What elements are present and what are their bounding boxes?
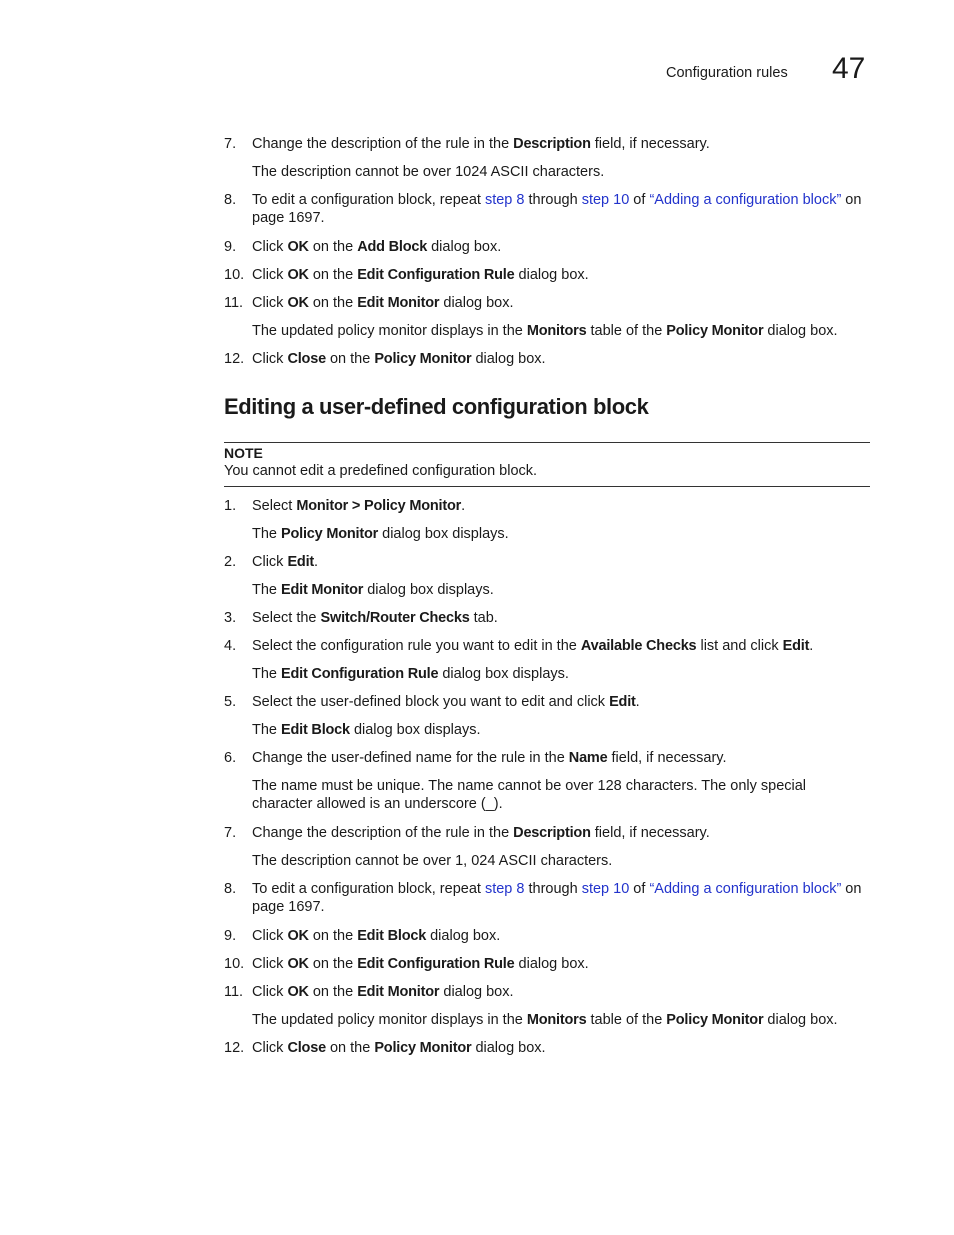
ui-term: OK bbox=[287, 295, 309, 311]
text-run: dialog box. bbox=[439, 984, 514, 1000]
ui-term: Add Block bbox=[357, 239, 428, 255]
step-number: 8. bbox=[224, 881, 237, 897]
text-run: table of the bbox=[586, 323, 667, 339]
step-text bbox=[252, 749, 870, 767]
chapter-number: 47 bbox=[832, 52, 866, 85]
ui-term: Edit Configuration Rule bbox=[357, 956, 515, 972]
text-run: Click bbox=[252, 267, 288, 283]
step-text bbox=[252, 693, 870, 711]
text-run: tab. bbox=[469, 610, 498, 626]
ui-term: Switch/Router Checks bbox=[320, 610, 470, 626]
text-run: Click bbox=[252, 295, 288, 311]
step-result-paragraph bbox=[252, 665, 870, 683]
text-run: Change the description of the rule in the bbox=[252, 825, 514, 841]
text-run: . bbox=[314, 554, 319, 570]
text-run: on the bbox=[325, 1040, 375, 1056]
ui-term: OK bbox=[287, 239, 309, 255]
text-run: field, if necessary. bbox=[590, 825, 710, 841]
step-text bbox=[252, 609, 870, 627]
step-number: 12. bbox=[224, 1040, 245, 1056]
text-run: table of the bbox=[586, 1012, 667, 1028]
ui-term: Description bbox=[513, 136, 591, 152]
text-run: through bbox=[524, 881, 582, 897]
text-run: of bbox=[629, 881, 650, 897]
text-run: on page 1697. bbox=[252, 881, 862, 915]
ui-term: Edit Block bbox=[357, 928, 427, 944]
step-number: 4. bbox=[224, 638, 237, 654]
ui-term: Edit Configuration Rule bbox=[281, 666, 439, 682]
text-run: The bbox=[252, 526, 282, 542]
cross-reference-link[interactable]: “Adding a configuration block” bbox=[649, 881, 842, 897]
step-number: 10. bbox=[224, 956, 245, 972]
text-run: Select the bbox=[252, 610, 321, 626]
step-text bbox=[252, 497, 870, 515]
step-text bbox=[252, 824, 870, 842]
text-run: on the bbox=[308, 928, 358, 944]
text-run: dialog box displays. bbox=[438, 666, 569, 682]
ui-term: Edit bbox=[609, 694, 636, 710]
text-run: The description cannot be over 1, 024 ASCII characters. bbox=[252, 853, 613, 869]
ui-term: Edit Monitor bbox=[357, 984, 440, 1000]
text-run: on the bbox=[308, 267, 358, 283]
ui-term: OK bbox=[287, 956, 309, 972]
text-run: dialog box displays. bbox=[363, 582, 494, 598]
step-number: 9. bbox=[224, 928, 237, 944]
text-run: The bbox=[252, 722, 282, 738]
text-run: dialog box. bbox=[514, 956, 589, 972]
text-run: Click bbox=[252, 554, 288, 570]
ui-term: Policy Monitor bbox=[281, 526, 379, 542]
step-result-paragraph bbox=[252, 777, 870, 813]
text-run: dialog box displays. bbox=[378, 526, 509, 542]
text-run: dialog box. bbox=[426, 928, 501, 944]
step-text bbox=[252, 927, 870, 945]
text-run: To edit a configuration block, repeat bbox=[252, 881, 485, 897]
text-run: Click bbox=[252, 239, 288, 255]
step-text bbox=[252, 266, 870, 284]
text-run: . bbox=[809, 638, 814, 654]
ui-term: Close bbox=[287, 351, 326, 367]
text-run: field, if necessary. bbox=[607, 750, 727, 766]
step-text bbox=[252, 238, 870, 256]
ui-term: Edit bbox=[287, 554, 315, 570]
text-run: Change the description of the rule in the bbox=[252, 136, 514, 152]
ui-term: Policy Monitor bbox=[666, 323, 764, 339]
text-run: The bbox=[252, 582, 282, 598]
step-number: 3. bbox=[224, 610, 237, 626]
ui-term: Monitors bbox=[526, 1012, 587, 1028]
text-run: dialog box displays. bbox=[349, 722, 481, 738]
text-run: through bbox=[524, 192, 582, 208]
text-run: on page 1697. bbox=[252, 192, 862, 226]
step-text bbox=[252, 955, 870, 973]
text-run: To edit a configuration block, repeat bbox=[252, 192, 485, 208]
text-run: The updated policy monitor displays in the bbox=[252, 323, 527, 339]
note-text: You cannot edit a predefined configuration block. bbox=[224, 463, 538, 479]
text-run: . bbox=[635, 694, 640, 710]
ui-term: Policy Monitor bbox=[666, 1012, 764, 1028]
text-run: Click bbox=[252, 1040, 288, 1056]
ui-term: Name bbox=[568, 750, 608, 766]
ui-term: OK bbox=[287, 984, 309, 1000]
step-number: 7. bbox=[224, 825, 237, 841]
step-number: 10. bbox=[224, 267, 245, 283]
text-run: dialog box. bbox=[763, 1012, 838, 1028]
step-text bbox=[252, 637, 870, 655]
text-run: on the bbox=[308, 984, 358, 1000]
step-number: 9. bbox=[224, 239, 237, 255]
text-run: . bbox=[461, 498, 466, 514]
ui-term: Edit Monitor bbox=[357, 295, 440, 311]
ui-term: Close bbox=[287, 1040, 326, 1056]
step-result-paragraph bbox=[252, 581, 870, 599]
note-label: NOTE bbox=[224, 445, 263, 461]
step-number: 6. bbox=[224, 750, 237, 766]
step-result-paragraph bbox=[252, 322, 870, 340]
step-number: 8. bbox=[224, 192, 237, 208]
text-run: dialog box. bbox=[514, 267, 589, 283]
step-number: 11. bbox=[224, 984, 244, 1000]
step-number: 11. bbox=[224, 295, 244, 311]
text-run: Click bbox=[252, 351, 288, 367]
step-number: 1. bbox=[224, 498, 237, 514]
step-result-paragraph bbox=[252, 163, 870, 181]
text-run: Select the user-defined block you want to edit and click bbox=[252, 694, 610, 710]
text-run: Select bbox=[252, 498, 297, 514]
text-run: dialog box. bbox=[763, 323, 838, 339]
text-run: list and click bbox=[696, 638, 783, 654]
ui-term: Monitors bbox=[526, 323, 587, 339]
text-run: dialog box. bbox=[471, 351, 546, 367]
text-run: on the bbox=[325, 351, 375, 367]
ui-term: Policy Monitor bbox=[374, 351, 472, 367]
cross-reference-link[interactable]: step 8 bbox=[484, 881, 525, 897]
text-run: on the bbox=[308, 239, 358, 255]
note-bottom-rule bbox=[224, 486, 870, 487]
ui-term: OK bbox=[287, 267, 309, 283]
step-text bbox=[252, 983, 870, 1001]
step-result-paragraph bbox=[252, 852, 870, 870]
ui-term: Available Checks bbox=[580, 638, 697, 654]
ui-term: OK bbox=[287, 928, 309, 944]
cross-reference-link[interactable]: step 8 bbox=[484, 192, 525, 208]
cross-reference-link[interactable]: “Adding a configuration block” bbox=[649, 192, 842, 208]
ui-term: Edit Monitor bbox=[281, 582, 364, 598]
step-text bbox=[252, 1039, 870, 1057]
text-run: Select the configuration rule you want to edit in the bbox=[252, 638, 581, 654]
step-text bbox=[252, 191, 870, 227]
ui-term: Edit bbox=[782, 638, 810, 654]
ui-term: Description bbox=[513, 825, 591, 841]
text-run: on the bbox=[308, 956, 358, 972]
text-run: Click bbox=[252, 956, 288, 972]
ui-term: Monitor > Policy Monitor bbox=[296, 498, 462, 514]
ui-term: Edit Configuration Rule bbox=[357, 267, 515, 283]
note-top-rule bbox=[224, 442, 870, 443]
text-run: dialog box. bbox=[471, 1040, 546, 1056]
step-text bbox=[252, 880, 870, 916]
text-run: dialog box. bbox=[439, 295, 514, 311]
step-result-paragraph bbox=[252, 1011, 870, 1029]
step-number: 12. bbox=[224, 351, 245, 367]
section-heading: Editing a user-defined configuration block bbox=[224, 394, 649, 419]
ui-term: Policy Monitor bbox=[374, 1040, 472, 1056]
text-run: on the bbox=[308, 295, 358, 311]
step-text bbox=[252, 135, 870, 153]
text-run: The bbox=[252, 666, 282, 682]
cross-reference-link[interactable]: step 10 bbox=[581, 192, 630, 208]
step-number: 7. bbox=[224, 136, 237, 152]
cross-reference-link[interactable]: step 10 bbox=[581, 881, 630, 897]
text-run: Change the user-defined name for the rule in the bbox=[252, 750, 569, 766]
step-number: 5. bbox=[224, 694, 237, 710]
ui-term: Edit Block bbox=[281, 722, 350, 738]
step-result-paragraph bbox=[252, 721, 870, 739]
step-text bbox=[252, 350, 870, 368]
step-text bbox=[252, 553, 870, 571]
text-run: of bbox=[629, 192, 650, 208]
step-number: 2. bbox=[224, 554, 237, 570]
text-run: field, if necessary. bbox=[590, 136, 710, 152]
text-run: The description cannot be over 1024 ASCII characters. bbox=[252, 164, 605, 180]
text-run: The updated policy monitor displays in the bbox=[252, 1012, 527, 1028]
text-run: The name must be unique. The name cannot be over 128 characters. The only special character allowed is an underscore (_). bbox=[252, 778, 807, 812]
text-run: dialog box. bbox=[427, 239, 502, 255]
text-run: Click bbox=[252, 928, 288, 944]
step-text bbox=[252, 294, 870, 312]
step-result-paragraph bbox=[252, 525, 870, 543]
running-header-title: Configuration rules bbox=[666, 65, 788, 81]
text-run: Click bbox=[252, 984, 288, 1000]
